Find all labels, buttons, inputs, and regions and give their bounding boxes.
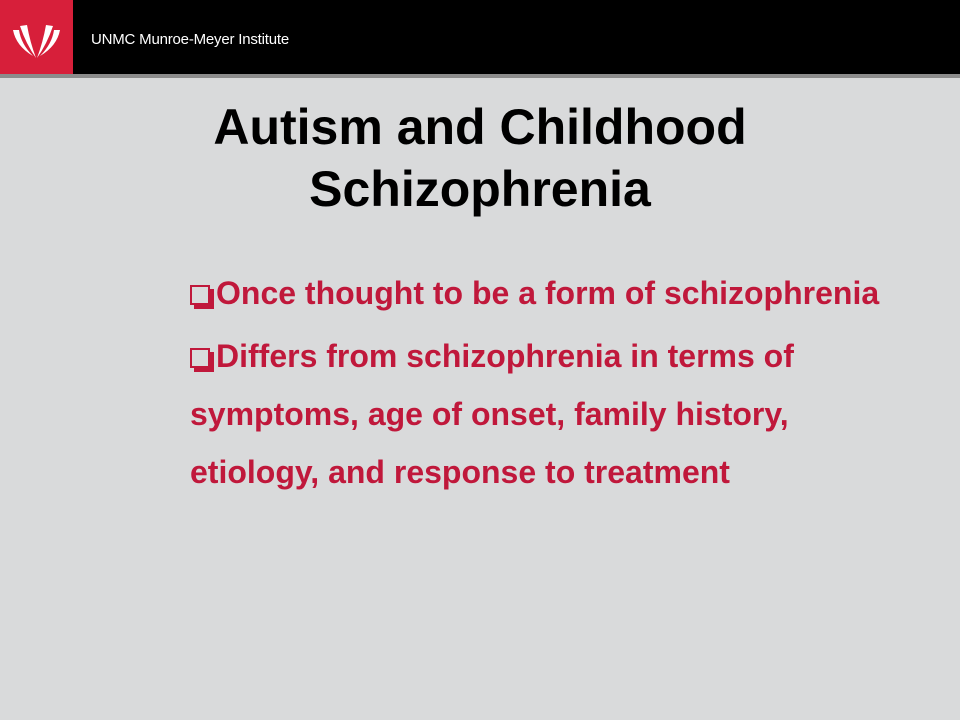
- checkbox-square-icon: [190, 348, 210, 368]
- header-divider: [0, 74, 960, 78]
- bullet-text: Once thought to be a form of schizophrenia: [216, 275, 880, 311]
- bullet-item: [190, 264, 880, 322]
- bullet-list: [190, 264, 880, 506]
- slide-title-line-2: Schizophrenia: [309, 161, 651, 217]
- unmc-logo-graphic: [0, 0, 73, 74]
- unmc-logo-icon: [0, 0, 73, 74]
- slide-title-line-1: Autism and Childhood: [213, 99, 747, 155]
- institute-name: UNMC Munroe-Meyer Institute: [91, 31, 289, 48]
- header-bar: [0, 0, 960, 74]
- bullet-item: [190, 327, 880, 501]
- slide-title: [0, 96, 960, 220]
- bullet-text: Differs from schizophrenia in terms of symptoms, age of onset, family history, etiology, and response to treatment: [190, 338, 794, 490]
- checkbox-square-icon: [190, 285, 210, 305]
